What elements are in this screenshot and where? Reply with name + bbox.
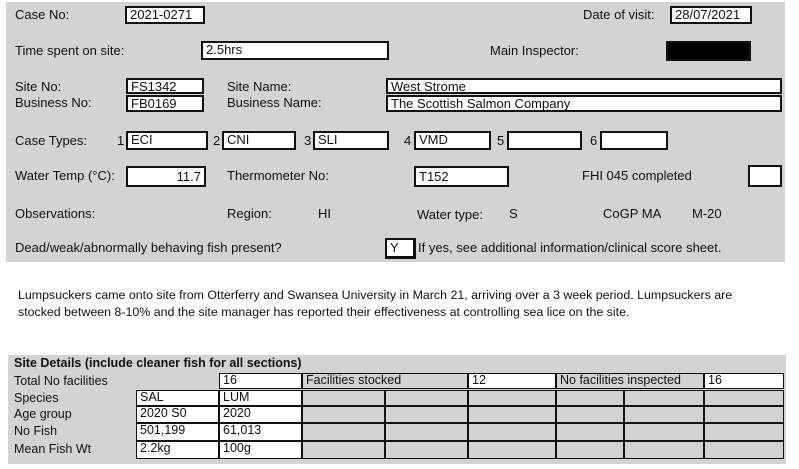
detail-cell[interactable] <box>385 406 468 423</box>
detail-cell[interactable] <box>468 390 556 406</box>
cogp-label: CoGP MA <box>603 206 662 221</box>
case-type-4-num: 4 <box>404 133 412 148</box>
detail-cell[interactable]: 100g <box>219 441 302 459</box>
site-name-field[interactable]: West Strome <box>386 78 782 94</box>
facilities-stocked-label: Facilities stocked <box>306 373 402 387</box>
site-name-label: Site Name: <box>227 79 292 94</box>
date-field[interactable]: 28/07/2021 <box>670 6 752 24</box>
total-facilities-label: Total No facilities <box>14 374 108 388</box>
detail-cell[interactable]: LUM <box>219 390 302 406</box>
detail-cell[interactable] <box>704 390 784 406</box>
detail-cell[interactable] <box>302 390 385 406</box>
case-type-5-field[interactable] <box>507 131 582 150</box>
total-facilities-field[interactable]: 16 <box>219 373 302 389</box>
case-type-2-field[interactable]: CNI <box>222 131 296 150</box>
facilities-stocked-cell <box>302 373 468 389</box>
detail-cell[interactable] <box>385 423 468 441</box>
detail-cell[interactable] <box>624 406 704 423</box>
detail-cell[interactable]: 2020 <box>219 406 302 423</box>
detail-cell[interactable] <box>556 441 624 459</box>
site-no-field[interactable]: FS1342 <box>126 78 204 94</box>
detail-cell[interactable] <box>556 406 624 423</box>
business-name-label: Business Name: <box>227 95 322 110</box>
detail-cell[interactable] <box>624 423 704 441</box>
case-type-3-field[interactable]: SLI <box>313 131 389 150</box>
thermometer-field[interactable]: T152 <box>414 166 509 187</box>
detail-row-label: Age group <box>14 407 72 421</box>
case-type-2-num: 2 <box>213 133 221 148</box>
detail-cell[interactable]: SAL <box>136 390 219 406</box>
case-no-field[interactable]: 2021-0271 <box>125 6 205 24</box>
detail-cell[interactable] <box>704 406 784 423</box>
detail-cell[interactable] <box>302 406 385 423</box>
detail-cell[interactable] <box>468 441 556 459</box>
detail-cell[interactable] <box>385 390 468 406</box>
business-name-field[interactable]: The Scottish Salmon Company <box>386 95 782 112</box>
region-value: HI <box>318 206 331 221</box>
inspection-form <box>6 2 785 262</box>
business-no-label: Business No: <box>15 95 92 110</box>
detail-cell[interactable] <box>704 423 784 441</box>
dead-fish-label: Dead/weak/abnormally behaving fish present? <box>15 240 282 255</box>
detail-row-label: Mean Fish Wt <box>14 442 92 456</box>
facilities-stocked-field[interactable]: 12 <box>468 373 556 389</box>
fhi-checkbox[interactable] <box>748 165 782 187</box>
detail-row-label: Species <box>14 391 59 405</box>
case-type-1-field[interactable]: ECI <box>126 131 208 150</box>
detail-cell[interactable] <box>624 390 704 406</box>
inspector-redacted-field <box>666 41 751 61</box>
detail-cell[interactable]: 2020 S0 <box>136 406 219 423</box>
detail-cell[interactable] <box>556 423 624 441</box>
detail-row-label: No Fish <box>14 424 58 438</box>
detail-cell[interactable]: 2.2kg <box>136 441 219 459</box>
facilities-inspected-field[interactable]: 16 <box>704 373 784 389</box>
detail-cell[interactable] <box>704 441 784 459</box>
detail-cell[interactable]: 61,013 <box>219 423 302 441</box>
inspector-label: Main Inspector: <box>490 43 579 58</box>
detail-cell[interactable] <box>556 390 624 406</box>
case-type-5-num: 5 <box>497 133 505 148</box>
lumpsucker-note: Lumpsuckers came onto site from Otterferry and Swansea University in March 21, arriving over a 3 week period. Lumpsuckers are stocked between 8-10% and the site manager has reported their effectiveness at controlling sea lice on the site. <box>18 288 733 319</box>
thermometer-label: Thermometer No: <box>227 168 329 183</box>
business-no-field[interactable]: FB0169 <box>126 95 204 112</box>
water-type-label: Water type: <box>417 207 483 222</box>
case-no-label: Case No: <box>15 7 70 22</box>
detail-cell[interactable] <box>302 441 385 459</box>
case-type-6-field[interactable] <box>600 131 668 150</box>
date-label: Date of visit: <box>583 7 655 22</box>
site-details-title: Site Details (include cleaner fish for all sections) <box>14 356 302 370</box>
detail-cell[interactable] <box>302 423 385 441</box>
case-types-label: Case Types: <box>15 133 88 148</box>
region-label: Region: <box>227 206 272 221</box>
facilities-inspected-cell <box>556 373 704 389</box>
detail-cell[interactable] <box>468 406 556 423</box>
facilities-inspected-label: No facilities inspected <box>560 373 681 387</box>
time-field[interactable]: 2.5hrs <box>201 41 389 60</box>
dead-fish-field[interactable]: Y <box>385 238 416 259</box>
water-temp-field[interactable]: 11.7 <box>126 166 206 187</box>
detail-cell[interactable]: 501,199 <box>136 423 219 441</box>
dead-fish-note: If yes, see additional information/clinical score sheet. <box>418 240 722 255</box>
fhi-label: FHI 045 completed <box>582 168 692 183</box>
case-type-6-num: 6 <box>590 133 598 148</box>
case-type-1-num: 1 <box>117 133 125 148</box>
observations-label: Observations: <box>15 206 96 221</box>
detail-cell[interactable] <box>624 441 704 459</box>
site-details-section <box>8 355 786 464</box>
detail-cell[interactable] <box>385 441 468 459</box>
time-label: Time spent on site: <box>15 43 125 58</box>
case-type-4-field[interactable]: VMD <box>414 131 491 150</box>
water-temp-label: Water Temp (°C): <box>15 168 115 183</box>
water-type-value: S <box>509 206 518 221</box>
cogp-value: M-20 <box>692 206 722 221</box>
site-no-label: Site No: <box>15 79 62 94</box>
case-type-3-num: 3 <box>304 133 312 148</box>
detail-cell[interactable] <box>468 423 556 441</box>
